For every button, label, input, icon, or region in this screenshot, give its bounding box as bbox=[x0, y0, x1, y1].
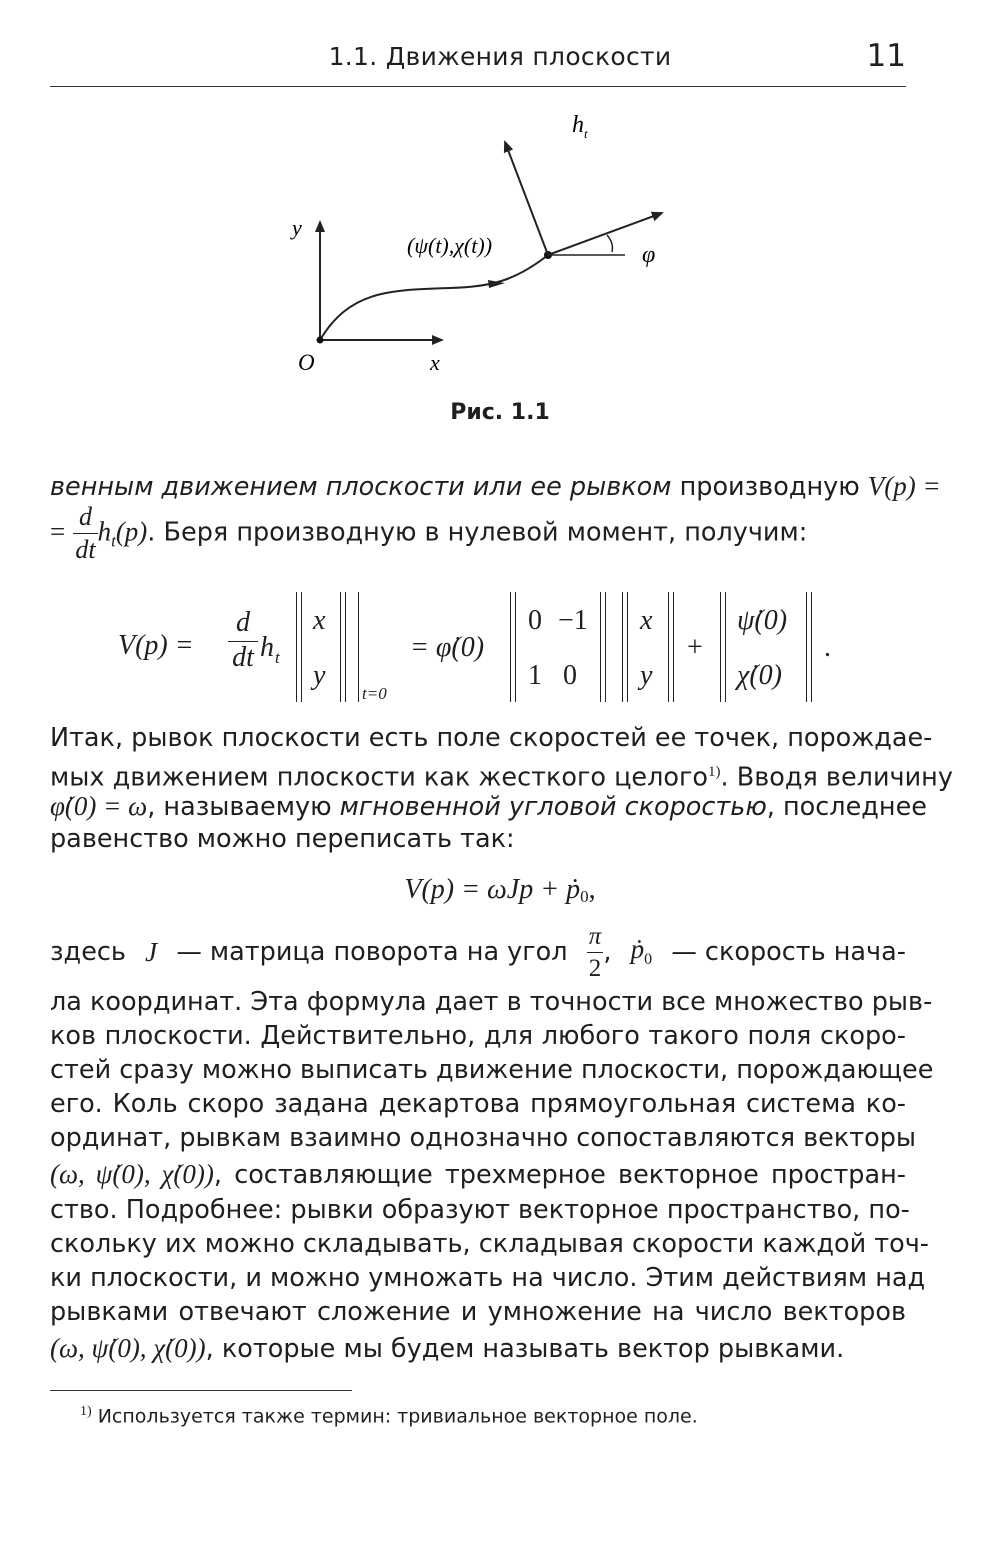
label-h-sub: t bbox=[584, 126, 588, 141]
para2-line1: Итак, рывок плоскости есть поле скоростей ее точек, порождае- bbox=[50, 723, 933, 753]
text: . Беря производную в нулевой момент, получим: bbox=[147, 517, 808, 548]
fraction-pi-2 bbox=[587, 924, 612, 981]
frac-num: d bbox=[73, 504, 97, 534]
svg-text:ht bbox=[572, 112, 588, 141]
label-origin: O bbox=[298, 350, 315, 375]
para2-line4: равенство можно переписать так: bbox=[50, 824, 515, 854]
para1-line1 bbox=[50, 470, 941, 502]
math-h: h bbox=[97, 516, 112, 547]
running-header-title: 1.1. Движения плоскости bbox=[328, 42, 672, 71]
emphasis-term: мгновенной угловой скоростью bbox=[339, 792, 767, 822]
header-rule bbox=[50, 86, 906, 87]
emphasis-term: венным движением плоскости или ее рывком bbox=[50, 472, 672, 502]
eq1-frac-num: d bbox=[236, 607, 250, 638]
figure-1-1 bbox=[280, 100, 700, 385]
math-J: J bbox=[145, 936, 158, 967]
label-phi: φ bbox=[642, 242, 656, 268]
para3-line8: ство. Подробнее: рывки образуют векторное пространство, по- bbox=[50, 1195, 910, 1225]
eq1-norm-right bbox=[340, 592, 346, 702]
footnote-ref: 1) bbox=[708, 764, 721, 780]
para3-line9: скольку их можно складывать, складывая скорости каждой точ- bbox=[50, 1229, 929, 1259]
footnote-mark: 1) bbox=[80, 1404, 92, 1419]
label-point: (ψ(t),χ(t)) bbox=[407, 233, 493, 258]
origin-point bbox=[317, 337, 324, 344]
eq1-norm-left bbox=[296, 592, 302, 702]
eq1-x2: x bbox=[640, 605, 653, 636]
eq1-vec2-right bbox=[668, 592, 674, 702]
eq1-lhs: V(p) = bbox=[118, 630, 194, 661]
eq1-psi: ψ̇(0) bbox=[737, 605, 788, 636]
frac-num: π bbox=[587, 924, 604, 953]
para3-line5: его. Коль скоро задана декартова прямоугольная система ко- bbox=[50, 1089, 906, 1119]
para3-line3: ков плоскости. Действительно, для любого такого поля скоро- bbox=[50, 1021, 906, 1051]
eq1-x: x bbox=[313, 605, 326, 636]
eq1-m11: 0 bbox=[528, 605, 542, 636]
angle-arc bbox=[607, 235, 612, 252]
label-y: y bbox=[292, 215, 302, 240]
text: производную bbox=[679, 472, 860, 502]
math-h-sub: t bbox=[111, 531, 116, 551]
eq1-h: h bbox=[260, 632, 274, 663]
page-number: 11 bbox=[866, 38, 906, 74]
eq1-y: y bbox=[313, 660, 326, 691]
label-x: x bbox=[430, 350, 440, 375]
math-eq-sign: = bbox=[50, 516, 66, 547]
math-p: (p) bbox=[115, 516, 148, 547]
eq1-matrix-left bbox=[510, 592, 516, 702]
text: , последнее bbox=[766, 792, 927, 822]
frac-den: dt bbox=[75, 535, 96, 564]
eq1-period: . bbox=[824, 632, 831, 663]
eq1-phi-dot: = φ̇(0) bbox=[410, 632, 485, 663]
text: , составляющие трехмерное векторное простран- bbox=[213, 1160, 906, 1190]
para3-line11: рывками отвечают сложение и умножение на число векторов bbox=[50, 1297, 906, 1327]
eq1-plus: + bbox=[687, 632, 703, 663]
para3-line2: ла координат. Эта формула дает в точности все множество рыв- bbox=[50, 987, 933, 1017]
math-p0: ṗ$_0$ bbox=[630, 934, 653, 969]
math-inline: φ̇(0) = ω bbox=[50, 791, 148, 821]
eq1-frac-den: dt bbox=[232, 642, 254, 673]
math-inline: (ω, ψ̇(0), χ̇(0)) bbox=[50, 1159, 214, 1189]
math-inline: V(p) = bbox=[867, 471, 941, 501]
eq2-comma: , bbox=[588, 874, 596, 905]
eq1-frac bbox=[228, 607, 258, 674]
eq1-h-sub: t bbox=[275, 648, 280, 667]
footnote-text: Используется также термин: тривиальное векторное поле. bbox=[97, 1405, 698, 1428]
comma: , bbox=[603, 937, 612, 967]
text: . Вводя величину bbox=[720, 762, 953, 793]
footnote bbox=[80, 1404, 698, 1427]
text: , которые мы будем называть вектор рывками. bbox=[205, 1334, 845, 1364]
text: здесь bbox=[50, 937, 126, 967]
text: — скорость нача- bbox=[671, 937, 906, 967]
eq1-m22: 0 bbox=[563, 660, 577, 691]
eq1-vec3-right bbox=[806, 592, 812, 702]
footnote-rule bbox=[50, 1390, 352, 1391]
eq1-vec3-left bbox=[720, 592, 726, 702]
para1-line2 bbox=[50, 504, 807, 563]
eq1-eval-sub: t=0 bbox=[362, 684, 387, 703]
text: мых движением плоскости как жесткого целого bbox=[50, 762, 709, 793]
para2-line3 bbox=[50, 790, 927, 822]
para3-line12 bbox=[50, 1332, 906, 1364]
h-vector bbox=[505, 142, 548, 255]
para2-line2 bbox=[50, 756, 953, 793]
para3-line1 bbox=[50, 920, 906, 984]
text: — матрица поворота на угол bbox=[176, 937, 568, 967]
equation-2 bbox=[0, 874, 1000, 907]
trajectory-curve bbox=[320, 255, 548, 340]
label-h: h bbox=[572, 112, 584, 138]
text: , называемую bbox=[147, 792, 332, 822]
para3-line10: ки плоскости, и можно умножать на число. Этим действиям над bbox=[50, 1263, 926, 1293]
para3-line6: ординат, рывкам взаимно однозначно сопоставляются векторы bbox=[50, 1123, 917, 1153]
eq2-sub: 0 bbox=[580, 887, 589, 907]
eq1-matrix-right bbox=[600, 592, 606, 702]
fraction-d-dt bbox=[73, 504, 97, 563]
para3-line4: стей сразу можно выписать движение плоскости, порождающее bbox=[50, 1055, 934, 1085]
eq2-text: V(p) = ωJp + ṗ bbox=[404, 874, 581, 905]
eq1-chi: χ̇(0) bbox=[737, 660, 782, 691]
eq1-eval-bar bbox=[358, 592, 359, 702]
para3-line7 bbox=[50, 1158, 906, 1190]
eq1-m21: 1 bbox=[528, 660, 542, 691]
eq1-y2: y bbox=[640, 660, 653, 691]
eq1-vec2-left bbox=[622, 592, 628, 702]
figure-caption: Рис. 1.1 bbox=[450, 400, 550, 425]
frac-den: 2 bbox=[588, 954, 602, 982]
math-inline: (ω, ψ̇(0), χ̇(0)) bbox=[50, 1333, 206, 1363]
eq1-m12: −1 bbox=[558, 605, 588, 636]
